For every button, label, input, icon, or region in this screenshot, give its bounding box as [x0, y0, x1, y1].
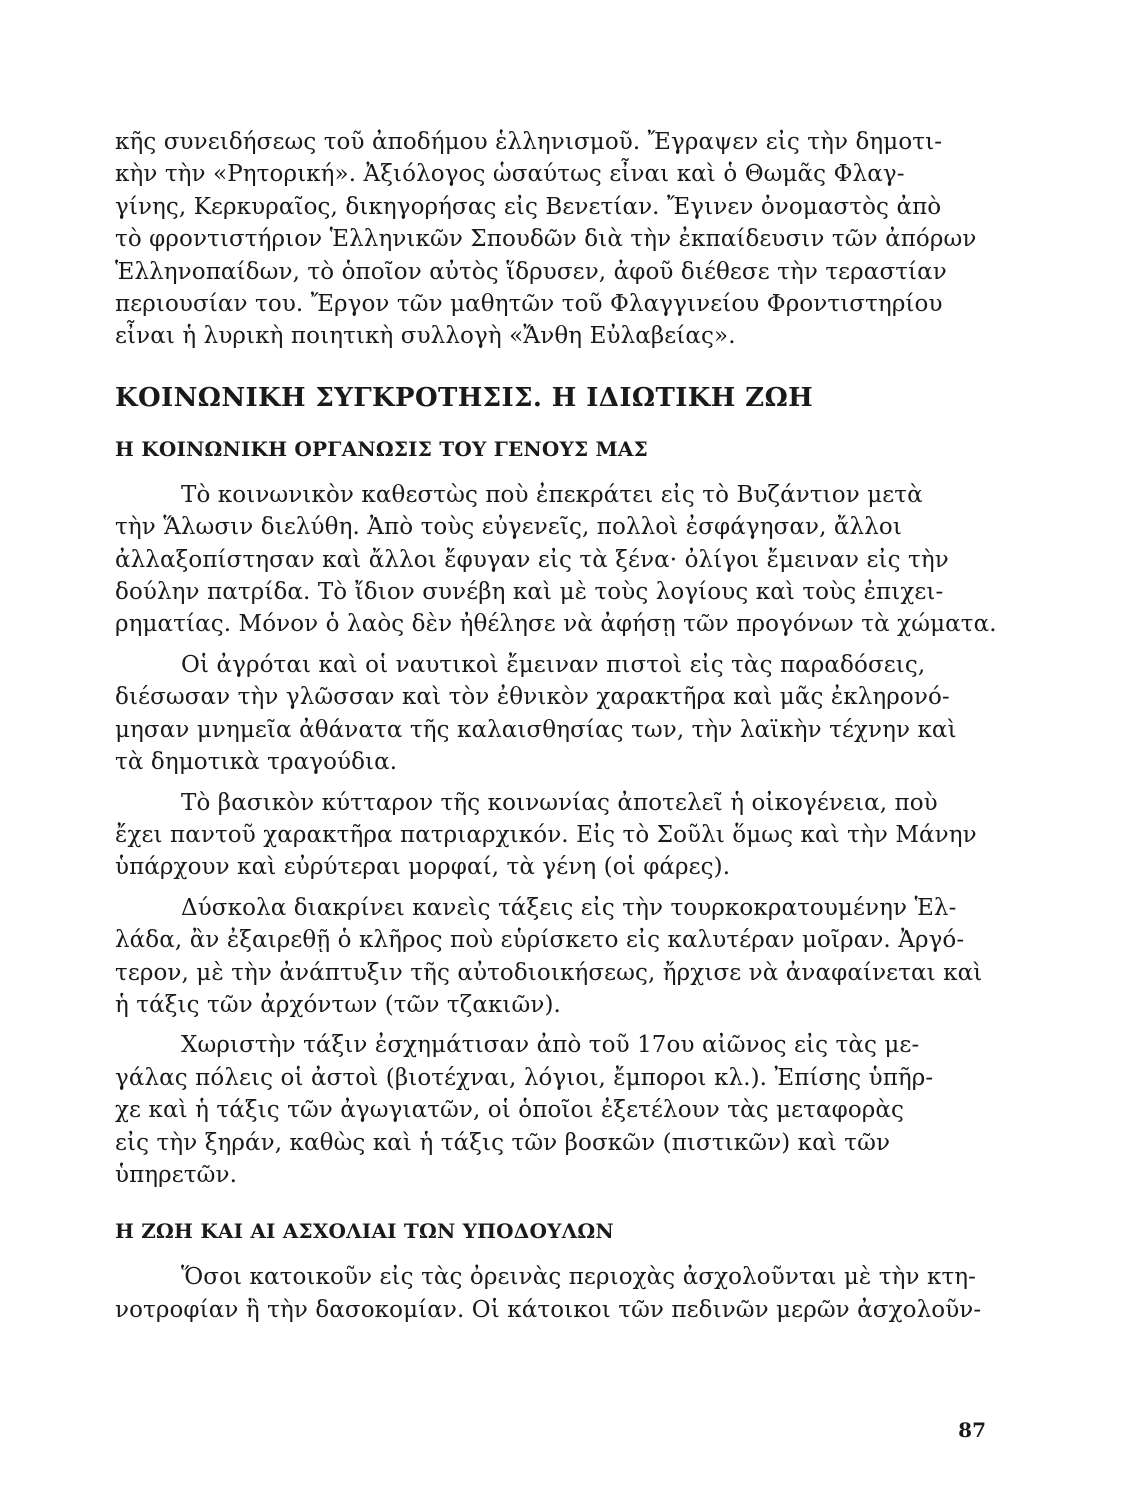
text-line: γάλας πόλεις οἱ ἀστοὶ (βιοτέχναι, λόγιοι, ἔμποροι κλ.). Ἐπίσης ὑπῆρ-: [115, 1064, 934, 1091]
text-line: Δύσκολα διακρίνει κανεὶς τάξεις εἰς τὴν τουρκοκρατουμένην Ἑλ-: [181, 894, 957, 921]
section-title: ΚΟΙΝΩΝΙΚΗ ΣΥΓΚΡΟΤΗΣΙΣ. Η ΙΔΙΩΤΙΚΗ ΖΩΗ: [115, 382, 814, 413]
intro-text: [115, 126, 983, 353]
text-line: ὑπάρχουν καὶ εὐρύτεραι μορφαί, τὰ γένη (οἱ φάρες).: [115, 854, 731, 881]
text-line: τὴν Ἅλωσιν διελύθη. Ἀπὸ τοὺς εὐγενεῖς, πολλοὶ ἐσφάγησαν, ἄλλοι: [115, 514, 902, 541]
text-line: ἔχει παντοῦ χαρακτῆρα πατριαρχικόν. Εἰς τὸ Σοῦλι ὅμως καὶ τὴν Μάνην: [115, 821, 977, 848]
text-line: Τὸ κοινωνικὸν καθεστὼς ποὺ ἐπεκράτει εἰς τὸ Βυζάντιον μετὰ: [181, 481, 923, 508]
paragraph: [115, 787, 983, 884]
text-line: εἶναι ἡ λυρικὴ ποιητικὴ συλλογὴ «Ἄνθη Εὐλαβείας».: [115, 323, 736, 350]
text-line: Οἱ ἀγρόται καὶ οἱ ναυτικοὶ ἔμειναν πιστοὶ εἰς τὰς παραδόσεις,: [181, 651, 926, 678]
paragraph: [115, 479, 997, 641]
section-2-body: [115, 1261, 983, 1326]
text-line: τερον, μὲ τὴν ἀνάπτυξιν τῆς αὐτοδιοικήσεως, ἤρχισε νὰ ἀναφαίνεται καὶ: [115, 959, 983, 986]
paragraph: [115, 892, 983, 1022]
subheading-life-occupations: Η ΖΩΗ ΚΑΙ ΑΙ ΑΣΧΟΛΙΑΙ ΤΩΝ ΥΠΟΔΟΥΛΩΝ: [115, 1219, 614, 1244]
text-line: Ὅσοι κατοικοῦν εἰς τὰς ὀρεινὰς περιοχὰς ἀσχολοῦνται μὲ τὴν κτη-: [181, 1264, 977, 1291]
page-body: [115, 126, 997, 1334]
text-line: ἡ τάξις τῶν ἀρχόντων (τῶν τζακιῶν).: [115, 991, 561, 1018]
text-line: ἀλλαξοπίστησαν καὶ ἄλλοι ἔφυγαν εἰς τὰ ξένα· ὀλίγοι ἔμειναν εἰς τὴν: [115, 546, 949, 573]
paragraph: [115, 649, 983, 779]
text-line: διέσωσαν τὴν γλῶσσαν καὶ τὸν ἐθνικὸν χαρακτῆρα καὶ μᾶς ἐκληρονό-: [115, 684, 950, 711]
text-line: κὴν τὴν «Ρητορική». Ἀξιόλογος ὡσαύτως εἶναι καὶ ὁ Θωμᾶς Φλαγ-: [115, 161, 905, 188]
text-line: μησαν μνημεῖα ἀθάνατα τῆς καλαισθησίας των, τὴν λαϊκὴν τέχνην καὶ: [115, 716, 957, 743]
page-number: 87: [958, 1418, 986, 1442]
text-line: χε καὶ ἡ τάξις τῶν ἀγωγιατῶν, οἱ ὁποῖοι ἐξετέλουν τὰς μεταφορὰς: [115, 1097, 905, 1124]
text-line: ὑπηρετῶν.: [115, 1161, 237, 1188]
text-line: νοτροφίαν ἢ τὴν δασοκομίαν. Οἱ κάτοικοι τῶν πεδινῶν μερῶν ἀσχολοῦν-: [115, 1296, 982, 1323]
text-line: Χωριστὴν τάξιν ἐσχημάτισαν ἀπὸ τοῦ 17ου αἰῶνος εἰς τὰς με-: [181, 1032, 920, 1059]
text-line: λάδα, ἂν ἐξαιρεθῇ ὁ κλῆρος ποὺ εὑρίσκετο εἰς καλυτέραν μοῖραν. Ἀργό-: [115, 927, 965, 954]
text-line: τὸ φροντιστήριον Ἑλληνικῶν Σπουδῶν διὰ τὴν ἐκπαίδευσιν τῶν ἀπόρων: [115, 226, 977, 253]
text-line: εἰς τὴν ξηράν, καθὼς καὶ ἡ τάξις τῶν βοσκῶν (πιστικῶν) καὶ τῶν: [115, 1129, 891, 1156]
section-1-body: [115, 479, 997, 1192]
text-line: ρηματίας. Μόνον ὁ λαὸς δὲν ἠθέλησε νὰ ἀφήσῃ τῶν προγόνων τὰ χώματα.: [115, 611, 997, 638]
subheading-social-organization: Η ΚΟΙΝΩΝΙΚΗ ΟΡΓΑΝΩΣΙΣ ΤΟΥ ΓΕΝΟΥΣ ΜΑΣ: [115, 436, 648, 461]
text-line: τὰ δημοτικὰ τραγούδια.: [115, 749, 398, 776]
text-line: Ἑλληνοπαίδων, τὸ ὁποῖον αὐτὸς ἵδρυσεν, ἀφοῦ διέθεσε τὴν τεραστίαν: [115, 258, 947, 285]
paragraph: [115, 1029, 983, 1191]
text-line: Τὸ βασικὸν κύτταρον τῆς κοινωνίας ἀποτελεῖ ἡ οἰκογένεια, ποὺ: [181, 789, 938, 816]
text-line: περιουσίαν του. Ἔργον τῶν μαθητῶν τοῦ Φλαγγινείου Φροντιστηρίου: [115, 291, 943, 318]
text-line: δούλην πατρίδα. Τὸ ἴδιον συνέβη καὶ μὲ τοὺς λογίους καὶ τοὺς ἐπιχει-: [115, 579, 944, 606]
paragraph: [115, 1261, 983, 1326]
text-line: κῆς συνειδήσεως τοῦ ἀποδήμου ἑλληνισμοῦ. Ἔγραψεν εἰς τὴν δημοτι-: [115, 129, 943, 155]
text-line: γίνης, Κερκυραῖος, δικηγορήσας εἰς Βενετίαν. Ἔγινεν ὀνομαστὸς ἀπὸ: [115, 193, 942, 220]
